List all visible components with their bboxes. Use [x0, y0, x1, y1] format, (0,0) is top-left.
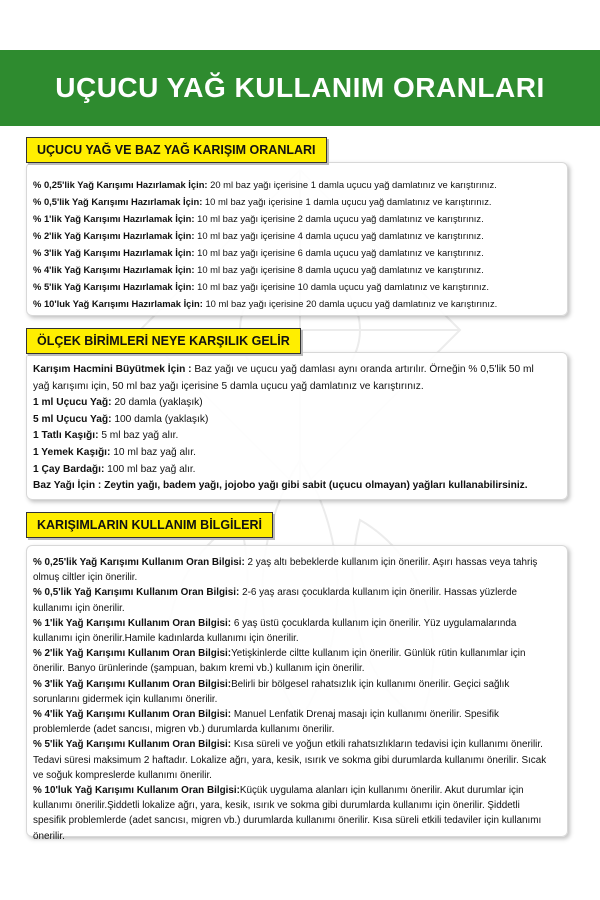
mix-row: [33, 295, 563, 312]
mix-row-label: % 4'lik Yağ Karışımı Hazırlamak İçin:: [33, 264, 195, 275]
mix-row-label: % 1'lik Yağ Karışımı Hazırlamak İçin:: [33, 213, 195, 224]
scale-row-label: 1 Çay Bardağı:: [33, 463, 105, 475]
scale-title: ÖLÇEK BİRİMLERİ NEYE KARŞILIK GELİR: [26, 328, 301, 354]
page-title: UÇUCU YAĞ KULLANIM ORANLARI: [55, 72, 545, 103]
usage-row-text: Manuel Lenfatik Drenaj masajı için kullanımı önerilir. Spesifik problemlerde (adet sancısı, migren vb.) durumlarda kullanımı önerilir.: [33, 709, 499, 736]
usage-row-text: Kısa süreli ve yoğun etkili rahatsızlıkların tedavisi için kullanımı önerilir. Tedavi süresi maksimum 2 haftadır. Lokalize ağrı, yara, kesik, ısırık ve sokma gibi durumlarda kullanımı önerilir. Sıcak ve soğuk kompreslerde kullanımı önerilir.: [33, 739, 547, 781]
scale-row-text: 100 ml baz yağ alır.: [104, 463, 196, 475]
usage-row: [33, 585, 555, 615]
scale-row-text: 10 ml baz yağ alır.: [110, 446, 196, 458]
usage-row-label: % 1'lik Yağ Karışımı Kullanım Oran Bilgisi:: [33, 617, 232, 629]
mix-row-text: 10 ml baz yağı içerisine 1 damla uçucu yağ damlatınız ve karıştırınız.: [202, 196, 492, 207]
scale-list: [33, 362, 553, 495]
mix-row: [33, 244, 563, 261]
mix-row-text: 10 ml baz yağı içerisine 10 damla uçucu yağ damlatınız ve karıştırınız.: [194, 281, 489, 292]
usage-row-label: % 2'lik Yağ Karışımı Kullanım Oran Bilgisi:: [33, 648, 232, 660]
top-strip: [0, 0, 600, 50]
mix-row: [33, 278, 563, 295]
scale-row-text: 5 ml baz yağ alır.: [98, 430, 179, 442]
mix-row-label: % 5'lik Yağ Karışımı Hazırlamak İçin:: [33, 281, 195, 292]
scale-base: [33, 478, 553, 495]
scale-row-label: 1 Yemek Kaşığı:: [33, 446, 111, 458]
scale-row-label: 5 ml Uçucu Yağ:: [33, 413, 112, 425]
usage-row-text: 2 yaş altı bebeklerde kullanım için önerilir. Aşırı hassas veya tahriş olmuş ciltler için önerilir.: [33, 557, 538, 584]
mix-row: [33, 176, 563, 193]
scale-row-label: 1 ml Uçucu Yağ:: [33, 397, 112, 409]
scale-base-text: Zeytin yağı, badem yağı, jojobo yağı gibi sabit (uçucu olmayan) yağları kullanabilirsiniz.: [101, 480, 528, 492]
mix-row: [33, 227, 563, 244]
usage-row-label: % 3'lik Yağ Karışımı Kullanım Oran Bilgisi:: [33, 678, 232, 690]
usage-row-text: Yetişkinlerde ciltte kullanım için önerilir. Günlük rütin kullanımlar için önerilir. Banyo ürünlerinde (şampuan, bakım kremi vb.) kullanım için önerilir.: [33, 648, 526, 675]
usage-row-text: Belirli bir bölgesel rahatsızlık için kullanımı önerilir. Geçici sağlık sorunlarını gidermek için kullanımı önerilir.: [33, 678, 510, 705]
mix-row-text: 10 ml baz yağı içerisine 8 damla uçucu yağ damlatınız ve karıştırınız.: [194, 264, 484, 275]
usage-row-label: % 4'lik Yağ Karışımı Kullanım Oran Bilgisi:: [33, 709, 232, 721]
mix-ratios-list: [33, 176, 563, 312]
usage-title: KARIŞIMLARIN KULLANIM BİLGİLERİ: [26, 512, 273, 538]
scale-base-label: Baz Yağı İçin :: [33, 480, 102, 492]
mix-row-text: 10 ml baz yağı içerisine 6 damla uçucu yağ damlatınız ve karıştırınız.: [194, 247, 484, 258]
usage-row: [33, 707, 555, 737]
header-banner: [0, 50, 600, 126]
usage-row-label: % 0,5'lik Yağ Karışımı Kullanım Oran Bilgisi:: [33, 587, 240, 599]
usage-row-text: 6 yaş üstü çocuklarda kullanım için önerilir. Yüz uygulamalarında kullanımı için önerilir.Hamile kadınlarda kullanımı için önerilir.: [33, 617, 517, 645]
mix-row: [33, 193, 563, 210]
mix-row-text: 10 ml baz yağı içerisine 20 damla uçucu yağ damlatınız ve karıştırınız.: [202, 298, 498, 309]
usage-row: [33, 737, 555, 783]
scale-row-text: 100 damla (yaklaşık): [111, 413, 209, 425]
scale-row-label: 1 Tatlı Kaşığı:: [33, 430, 99, 442]
scale-row: [33, 412, 553, 429]
usage-row: [33, 646, 555, 676]
scale-intro: [33, 362, 553, 395]
usage-row: [33, 677, 555, 707]
mix-row-label: % 0,5'lik Yağ Karışımı Hazırlamak İçin:: [33, 196, 203, 207]
mix-row-label: % 0,25'lik Yağ Karışımı Hazırlamak İçin:: [33, 179, 208, 190]
scale-row: [33, 462, 553, 479]
usage-row-text: Küçük uygulama alanları için kullanımı önerilir. Akut durumlar için kullanımı önerilir.Şiddetli lokalize ağrı, yara, kesik, ısırık ve sokma gibi durumlarda kullanımı için önerilir. Şiddetli spesifik problemlerde (adet sancısı, migren vb.) durumlarda kullanımı önerilir. Kısa süreli etkili tedaviler için kullanımı önerilir.: [33, 785, 542, 842]
mix-row-text: 10 ml baz yağı içerisine 2 damla uçucu yağ damlatınız ve karıştırınız.: [194, 213, 484, 224]
mix-row-text: 20 ml baz yağı içerisine 1 damla uçucu yağ damlatınız ve karıştırınız.: [207, 179, 497, 190]
scale-row: [33, 395, 553, 412]
usage-row-text: 2-6 yaş arası çocuklarda kullanım için önerilir. Hassas yüzlerde kullanımı için önerilir.: [33, 587, 518, 614]
usage-row: [33, 555, 555, 585]
usage-row-label: % 10'luk Yağ Karışımı Kullanım Oran Bilgisi:: [33, 785, 240, 797]
scale-row: [33, 428, 553, 445]
mix-row-label: % 3'lik Yağ Karışımı Hazırlamak İçin:: [33, 247, 195, 258]
scale-row-text: 20 damla (yaklaşık): [111, 397, 203, 409]
mix-ratios-title: UÇUCU YAĞ VE BAZ YAĞ KARIŞIM ORANLARI: [26, 137, 327, 163]
mix-row-label: % 10'luk Yağ Karışımı Hazırlamak İçin:: [33, 298, 203, 309]
scale-intro-label: Karışım Hacmini Büyütmek İçin :: [33, 364, 192, 375]
mix-row-label: % 2'lik Yağ Karışımı Hazırlamak İçin:: [33, 230, 195, 241]
mix-row-text: 10 ml baz yağı içerisine 4 damla uçucu yağ damlatınız ve karıştırınız.: [194, 230, 484, 241]
usage-row: [33, 616, 555, 646]
scale-row: [33, 445, 553, 462]
mix-row: [33, 261, 563, 278]
usage-row-label: % 0,25'lik Yağ Karışımı Kullanım Oran Bilgisi:: [33, 557, 245, 568]
mix-row: [33, 210, 563, 227]
usage-row-label: % 5'lik Yağ Karışımı Kullanım Oran Bilgisi:: [33, 739, 232, 751]
usage-row: [33, 783, 555, 844]
scale-intro-text: Baz yağı ve uçucu yağ damlası aynı oranda artırılır. Örneğin % 0,5'lik 50 ml yağ karışımı için, 50 ml baz yağı içerisine 5 damla uçucu yağ damlatınız ve karıştırınız.: [33, 364, 534, 392]
usage-list: [33, 555, 555, 844]
